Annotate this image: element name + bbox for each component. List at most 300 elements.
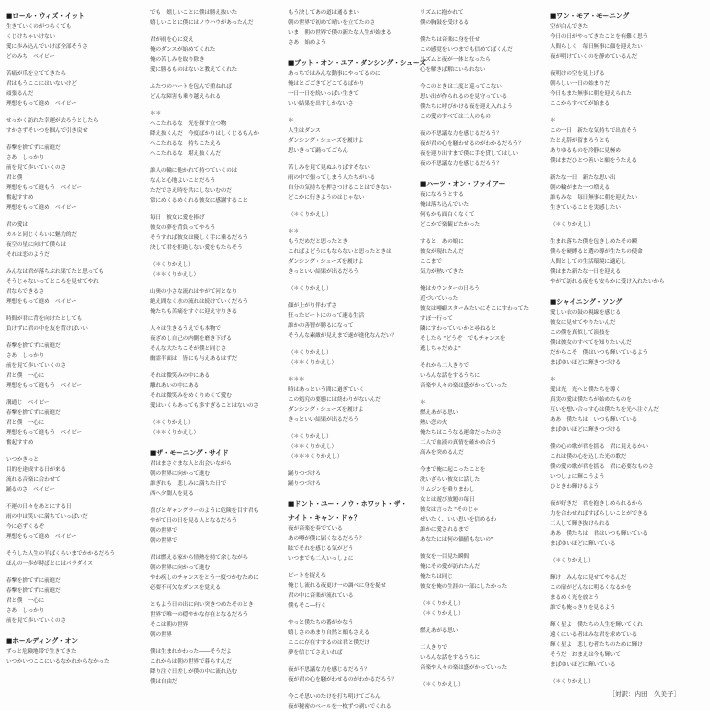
lyric-line: （＊くりかえし） xyxy=(288,286,332,292)
line-spacer xyxy=(150,546,280,553)
line-spacer xyxy=(420,592,550,599)
lyric-line: 愛はいくらあっても多すぎることはないのさ xyxy=(150,403,259,409)
lyric-line: 誰人の輪に他かれて持つていくのは xyxy=(150,168,238,174)
line-spacer xyxy=(420,169,550,176)
lyric-line: 朝の世界に向かって進む xyxy=(150,471,210,477)
lyric-line: 朝の世界 xyxy=(150,632,172,638)
lyric-line: 力を合わせればすばらしいことができる xyxy=(550,511,648,517)
lyric-line: ずっと危険地帯で生きてきた xyxy=(6,649,77,655)
lyric-line: 夜が明けていくのを静めているんだ xyxy=(550,54,638,60)
lyric-line: それから二人きりで xyxy=(420,363,469,369)
line-spacer xyxy=(420,458,550,465)
lyric-line: 踊りつづけろ xyxy=(288,471,321,477)
song-title: ■ホールディング・オン xyxy=(6,637,78,645)
lyric-line: そうんな素敵が見えまで遂が進化なんだい？ xyxy=(288,333,397,339)
lyric-line: 一日一日を続いっぱい生きて xyxy=(288,91,359,97)
line-spacer xyxy=(288,564,418,571)
lyric-line: 二人して輝き抜けられる xyxy=(550,521,610,527)
lyric-line: 西へ夕闇人を見る xyxy=(150,491,194,497)
lyric-line: それは微笑みの中にある xyxy=(150,373,210,379)
lyric-line: たとえ辞が留まろうとも xyxy=(550,138,610,144)
lyric-line: 僕の愛の歌が君を揺る 君に必要なものさ xyxy=(550,464,654,470)
lyric-line: ＊ xyxy=(420,400,426,406)
lyric-line: 喜びとギャングラーのように危険を目す君も xyxy=(150,508,259,514)
lyric-line: 彼女に見せてやりたいんだ xyxy=(550,320,616,326)
lyric-line: 夜の不思議な力を感じるだろう？ xyxy=(420,131,502,137)
lyric-line: 理想をもって進もう ベイビー xyxy=(6,185,82,191)
translator-credit xyxy=(603,689,681,698)
line-spacer xyxy=(288,462,418,469)
lyric-line: （＊くりかえし） xyxy=(150,262,194,268)
line-spacer xyxy=(288,489,418,496)
lyric-line: 理想をもって進め ベイビー xyxy=(6,299,77,305)
lyric-line: 僕は彼女のすべてを知りたいんだ xyxy=(550,340,632,346)
line-spacer xyxy=(550,566,680,573)
lyric-line: （＊＊くりかえし） xyxy=(150,430,199,436)
lyric-line: 誰でも俺っきりを見るよう xyxy=(550,605,616,611)
lyric-line: 俺のダンスが始めてくれた xyxy=(150,47,216,53)
lyric-line: 女とは遊び放題の毎日 xyxy=(420,497,475,503)
lyric-line: ひときわ輝けるよう xyxy=(550,484,599,490)
line-spacer xyxy=(150,364,280,371)
line-spacer xyxy=(6,260,136,267)
lyric-line: 踊るのさ ベイビー xyxy=(6,487,55,493)
lyric-line: どのみち ベイビー xyxy=(6,54,55,60)
line-spacer xyxy=(288,156,418,163)
lyric-line: ビートを捉えろ xyxy=(288,573,326,579)
lyric-line: 山奥の小さな流れはやがて河となり xyxy=(150,289,238,295)
lyric-line: 燃えあがる思い xyxy=(420,628,459,634)
lyric-line: 気力が熱いてきた xyxy=(420,269,464,275)
lyric-line: さあ しっかり xyxy=(6,353,45,359)
lyric-line: この処究の要態には終わりがないんだ xyxy=(288,397,381,403)
lyric-line: 互いを想い合っす心は僕たちを光へ注ぐんだ xyxy=(550,407,659,413)
lyric-line: 嬉しいことに僕にはノウハウがあったんだ xyxy=(150,20,254,26)
line-spacer xyxy=(288,203,418,210)
lyric-line: 苦しみを見て見ぬふりばすそない xyxy=(288,165,370,171)
lyric-line: （＊くりかえし） xyxy=(288,434,332,440)
lyric-line: ＊＊ xyxy=(288,229,299,235)
lyric-line: 君と僕 一心に xyxy=(6,420,45,426)
line-spacer xyxy=(420,673,550,680)
lyric-line: この愛のすべては二人のもの xyxy=(420,114,491,120)
lyric-line: リズムに抱かれて xyxy=(420,10,464,16)
lyric-line: 春撃を捨てずに前進だ xyxy=(6,343,61,349)
lyric-line: これからは朝の世界で暮らすんだ xyxy=(150,659,232,665)
lyric-line: 燃えあがる思い xyxy=(420,410,459,416)
lyric-line: 眩でそれを感じる気がどう xyxy=(288,546,354,552)
lyric-line: 夜が君の心を騒わせるのがわかるだろう？ xyxy=(420,141,524,147)
lyric-line: 奮起すすめ xyxy=(6,195,34,201)
lyric-line: 俺たちも苦痛をすぐに迎え守りきる xyxy=(150,309,238,315)
lyric-line: 夜になろうとする xyxy=(420,192,464,198)
lyric-line: 俺の苦しみを取り除き xyxy=(150,57,205,63)
lyric-line: そこは朝の世界 xyxy=(150,622,189,628)
lyric-line: 僕の心の歌が君を揺る 君に見えるかい xyxy=(550,444,648,450)
lyric-line: 音楽や人々の楽は盛がかっていった xyxy=(420,383,508,389)
lyric-line: 俺は落ち込んでいた xyxy=(420,202,469,208)
line-spacer xyxy=(420,619,550,626)
lyric-line: 生きていることを実感したい xyxy=(550,205,621,211)
line-spacer xyxy=(550,435,680,442)
lyric-line: 僕たちは音楽に身を任せ xyxy=(420,37,480,43)
line-spacer xyxy=(6,213,136,220)
lyric-line: 誰ぎれも 悲しみに満ちた日で xyxy=(150,481,227,487)
lyric-line: 夜が不思議な力を感じるだろう？ xyxy=(288,667,370,673)
lyric-line: 俺たちは同じ xyxy=(420,574,453,580)
lyric-line: どこかで楽観ビたかった xyxy=(420,222,480,228)
line-spacer xyxy=(150,411,280,418)
line-spacer xyxy=(288,368,418,375)
line-spacer xyxy=(6,626,136,633)
lyric-line: まるめく光を放とう xyxy=(550,595,599,601)
lyric-line: いま 朝の世界で僕の新たな人生が始まる xyxy=(288,30,392,36)
lyric-line: ダンシング・シューズを履けよ xyxy=(288,138,364,144)
lyric-line: 今に必ずくるぞ xyxy=(6,524,45,530)
line-spacer xyxy=(288,48,418,55)
line-spacer xyxy=(150,317,280,324)
lyric-line: 近づいていった xyxy=(420,296,459,302)
lyric-line: 前を見て歩いていくのさ xyxy=(6,618,66,624)
line-spacer xyxy=(288,425,418,432)
lyric-line: 思い出が作られるのを見守っている xyxy=(420,94,508,100)
lyric-line: そうすれば彼女は優しく手に乗るだろう xyxy=(150,235,248,241)
lyric-line: （＊くりかえし） xyxy=(550,558,594,564)
lyric-line: 雨の中は笑いに満ちていっぱいだ xyxy=(6,514,88,520)
line-spacer xyxy=(6,569,136,576)
lyric-line: 朝の世界で xyxy=(150,528,178,534)
lyric-line: ＊＊ xyxy=(150,111,161,117)
line-spacer xyxy=(420,354,550,361)
lyric-line: 理想をもって進め ベイビー xyxy=(6,534,77,540)
lyric-line: すると あの娘に xyxy=(420,239,464,245)
lyric-line: 顔が上がり伴わずさ xyxy=(288,303,337,309)
lyric-line: 誰かの善智が勝るになって xyxy=(288,323,354,329)
lyric-line: 理想をもって進もう ベイビー xyxy=(6,383,82,389)
lyric-line: 踊りつづけろ xyxy=(288,481,321,487)
line-spacer xyxy=(550,166,680,173)
lyric-line: いつしょに輝こうよう xyxy=(550,474,605,480)
lyric-line: やわ疾しのチャンスをとう一度つかむために xyxy=(150,575,259,581)
line-spacer xyxy=(550,287,680,294)
lyric-line: 降り注ぐ日差しが僕の中に流れ込む xyxy=(150,669,238,675)
lyric-line: （＊＊くりかえし） xyxy=(288,444,337,450)
lyric-line: 彼女が現れたんだ xyxy=(420,249,464,255)
lyric-line: 春撃を捨てずに前進だ xyxy=(6,410,61,416)
lyric-line: まばゆいほどに輝きつづける xyxy=(550,360,621,366)
lyric-line: 遠くにいる者はみな君を求めている xyxy=(550,632,638,638)
lyrics-column-1 xyxy=(6,8,136,702)
lyric-line: そうだ おまえは今も輝いて xyxy=(550,652,621,658)
lyric-line: へこたれるな 光を探す立つ物 xyxy=(150,121,227,127)
lyric-line: 俺たちはこうなる運命だったのさ xyxy=(420,430,502,436)
lyric-line: ここまで xyxy=(420,259,442,265)
lyric-line: ああ 僕たちは いつも輝いている xyxy=(550,417,638,423)
lyrics-column-4 xyxy=(420,8,550,702)
lyric-line: すぼ一行って xyxy=(420,316,453,322)
lyric-line: 二人きりで xyxy=(420,645,448,651)
lyric-line: 春撃を捨てずに前進だ xyxy=(6,145,61,151)
lyric-line: 俺じし流れる夜更け一の調べに身を捉せ xyxy=(288,583,386,589)
lyric-line: （＊くりかえし） xyxy=(420,611,464,617)
lyric-line: 何もかも面白くなくて xyxy=(420,212,475,218)
lyric-line: 愛は光 光へと僕たちを導く xyxy=(550,387,621,393)
lyric-line: どこかに行きようのはじゃない xyxy=(288,195,365,201)
lyric-line: 僕はまた新たな一日を迎える xyxy=(550,269,621,275)
lyric-line: 二人で血液の真情を確かめ合う xyxy=(420,440,497,446)
lyric-line: 彼女を俺の生涯の一部にしたかった xyxy=(420,584,508,590)
lyric-line: ダンシング・シューズを履けよ xyxy=(288,407,364,413)
line-spacer xyxy=(420,545,550,552)
lyrics-column-3 xyxy=(288,8,426,710)
lyric-line: 生きていくのがつらくても xyxy=(6,24,72,30)
lyric-line: 彼女は言った "そのじゃ xyxy=(420,507,479,513)
line-spacer xyxy=(6,334,136,341)
lyric-line: いつかいつここにいるなかれからなかった xyxy=(6,659,110,665)
song-title: ■ドント・ユー・ノウ・ホワット・ザ・ xyxy=(288,500,407,508)
lyric-line: 君ならできるさ xyxy=(6,289,45,295)
lyric-line: （＊＊＊くりかえし） xyxy=(288,454,343,460)
lyric-line: 時はあっという間に過ぎていく xyxy=(288,387,365,393)
lyric-line: そんな大たちこそが僕と同じさ xyxy=(150,346,227,352)
lyric-line: 夜の不思議な力を感じるだろう？ xyxy=(420,161,502,167)
song-title: ■ワン・モア・モーニング xyxy=(550,12,629,20)
lyric-line: 俺はとごごきてどこてるばかり xyxy=(288,81,365,87)
lyric-line: 僕たちに呼びかける夜を迎え入れよう xyxy=(420,104,513,110)
lyric-line: 降え抜くんだ 今度ばかりはしくじるもんか xyxy=(150,131,259,137)
lyric-line: きっといい結果が出るだろう xyxy=(288,269,359,275)
line-spacer xyxy=(288,341,418,348)
lyric-line: 夜明けの空を見上げる xyxy=(550,71,605,77)
line-spacer xyxy=(288,611,418,618)
line-spacer xyxy=(550,230,680,237)
line-spacer xyxy=(6,495,136,502)
line-spacer xyxy=(288,277,418,284)
lyric-line: 君と僕 xyxy=(6,175,23,181)
lyric-line: （＊＊くりかえし） xyxy=(150,272,199,278)
lyric-line: 今このときは二度と巡ってこない xyxy=(420,84,502,90)
lyric-line: あの噂が僕に届くなるだろう？ xyxy=(288,536,365,542)
lyric-line: きっといい結果が出るだろう xyxy=(288,417,359,423)
lyric-line: さあ しっかり xyxy=(6,608,45,614)
lyric-line: いろんな話をするうちに xyxy=(420,655,480,661)
lyric-line: さあ 始めよう xyxy=(288,40,327,46)
line-spacer xyxy=(6,62,136,69)
lyric-line: ああ 僕たちは 君はいつも輝いている xyxy=(550,531,648,537)
song-title: ナイト・キャン・ドゥ？ xyxy=(288,514,361,522)
lyric-line: 僕は自由だ xyxy=(150,679,178,685)
lyric-line: 君と僕 一心に xyxy=(6,373,45,379)
lyric-line: そしたら "どうぞ でもチャンスを xyxy=(420,336,506,342)
lyric-line: 洗いざらい彼女に話した xyxy=(420,477,480,483)
lyric-line: そうした人生の半ばくらいまでかかるだろう xyxy=(6,551,115,557)
line-spacer xyxy=(150,75,280,82)
lyric-line: いい結果を出すしかないさ xyxy=(288,101,354,107)
lyric-line: 不運の日々をあとにする日 xyxy=(6,504,72,510)
lyric-line: 夜ざめし自己の内側を磨き下げる xyxy=(150,336,232,342)
lyric-line: へこたれるな 持ちこたえろ xyxy=(150,141,221,147)
lyric-line: 君はもうここにはいないけど xyxy=(6,81,77,87)
lyric-line: 雨の中で張ってしまう人たちがいる xyxy=(288,175,376,181)
lyric-line: ここからすべてが始まる xyxy=(550,101,610,107)
lyric-line: 新たな一日 新たな思い出 xyxy=(550,175,616,181)
lyric-line: 愛しい衣の鼓の視線を感じる xyxy=(550,310,621,316)
lyric-line: 夜が秘密のベールを一枚ずつ剥いでくれる xyxy=(288,704,392,710)
lyric-line: 頑張るんだ xyxy=(6,91,34,97)
lyric-line: いつかきっと xyxy=(6,457,39,463)
lyric-line: （＊＊くりかえし） xyxy=(288,360,337,366)
lyric-line: 負けずに君の中を友を背けばいい xyxy=(6,326,88,332)
lyric-line: 君の中に音楽が流れている xyxy=(288,593,354,599)
line-spacer xyxy=(288,294,418,301)
lyric-line: 輝け みんなに見せてやるんだ xyxy=(550,575,627,581)
lyric-line: 君が雨を心に変え xyxy=(150,37,194,43)
line-spacer xyxy=(150,28,280,35)
lyric-line: せっかく訪れた幸運が去ろうとしたら xyxy=(6,118,99,124)
lyric-line: 生まれ落ちた僕を包きしめたその瞬 xyxy=(550,239,638,245)
lyric-line: やっと僕たちの番がかなう xyxy=(288,620,354,626)
lyric-line: 理想をもって進もう ベイビー xyxy=(6,430,82,436)
lyric-line: 理想をもって進め ベイビー xyxy=(6,101,77,107)
lyric-line: 朝の世界で初めて晴いを立てたのさ xyxy=(288,20,376,26)
lyric-line: それは恋のようだ xyxy=(6,252,50,258)
lyric-line: ともよう日の出に向い突きつめたそのとき xyxy=(150,602,254,608)
lyric-line: 君は燃える家から情熱を持て余しながら xyxy=(150,555,248,561)
lyric-line: そうじゃないってところを見せてやれ xyxy=(6,279,99,285)
lyric-line: 僕の胸鼓を受けるる xyxy=(420,20,469,26)
translator-credit-label: ［対訳：内田 久美子］ xyxy=(608,690,680,698)
lyric-line: まばゆいほどに輝きつづける xyxy=(550,427,621,433)
lyric-line: 夢を信じてさえいれば xyxy=(288,650,343,656)
lyric-line: ここに存在すするのは君と僕だけ xyxy=(288,640,370,646)
line-spacer xyxy=(288,685,418,692)
line-spacer xyxy=(288,658,418,665)
line-spacer xyxy=(150,102,280,109)
lyric-line: （＊くりかえし） xyxy=(550,222,594,228)
lyric-line: （＊くりかえし） xyxy=(550,679,594,685)
lyric-line: 愛に勝るものはないと教えてくれた xyxy=(150,67,238,73)
lyric-line: それは微笑みをめくりめくて愛む xyxy=(150,393,232,399)
line-spacer xyxy=(150,253,280,260)
song-title: ■ハーツ・オン・ファイアー xyxy=(420,180,506,188)
lyric-line: 朝の輪がまた一つ増える xyxy=(550,185,610,191)
lyric-line: まばゆいほどに輝いている xyxy=(550,541,616,547)
line-spacer xyxy=(550,613,680,620)
line-spacer xyxy=(150,499,280,506)
lyric-line: 常にめくるめくれる彼女に感謝すること xyxy=(150,198,248,204)
lyric-line: なんと心地よいことだろう xyxy=(150,178,216,184)
line-spacer xyxy=(550,213,680,220)
line-spacer xyxy=(550,368,680,375)
lyric-line: 彼女は唖癖スターみたいにそこにすわってた xyxy=(420,306,529,312)
line-spacer xyxy=(550,62,680,69)
line-spacer xyxy=(420,277,550,284)
line-spacer xyxy=(550,109,680,116)
lyric-line: 前を見て歩いていくのさ xyxy=(6,165,66,171)
line-spacer xyxy=(420,636,550,643)
lyric-line: 彼女の夢を背負ってやろう xyxy=(150,225,216,231)
line-spacer xyxy=(150,206,280,213)
lyric-line: 毎日 彼女に愛を捧げ xyxy=(150,215,205,221)
line-spacer xyxy=(150,593,280,600)
lyric-line: 朝の世界に向かって進む xyxy=(150,565,210,571)
lyric-line: ほんの一歩が時ばとにはパラダイス xyxy=(6,561,93,567)
lyric-line: 幽霊半面は 皆にも与えあるはずだ xyxy=(150,356,238,362)
lyric-line: ただでさえ時を共にしないむのだ xyxy=(150,188,232,194)
lyric-line: 輝く星よ 悲しむ者たちのために輝け xyxy=(550,642,643,648)
line-spacer xyxy=(550,492,680,499)
lyric-line: だからこそ 僕はいつも輝いているよう xyxy=(550,350,648,356)
lyric-line: この感覚をいつまでも信めてばくんだ xyxy=(420,47,513,53)
lyric-line: 人間としての生活環境に適応し xyxy=(550,259,627,265)
lyric-line: 彼女を一目見た瞬間 xyxy=(420,554,469,560)
lyric-line: 自分の気持ちを押さつけることはできない xyxy=(288,185,392,191)
lyric-line: 目的を達成する日が来る xyxy=(6,467,66,473)
lyric-line: ＊＊＊ xyxy=(288,377,305,383)
lyric-line: 僕は生まれかわった――そうだよ xyxy=(150,649,232,655)
line-spacer xyxy=(288,220,418,227)
lyric-line: ふたつのハートを包んで重ねれば xyxy=(150,84,232,90)
lyric-line: 愛に歩み込んでいけば全部そうさ xyxy=(6,44,88,50)
lyric-line: この僕を真似して演技を xyxy=(550,330,610,336)
song-title: ■ザ・モーニング・サイド xyxy=(150,449,229,457)
line-spacer xyxy=(550,549,680,556)
lyric-line: 流れる音楽に合わせて xyxy=(6,477,61,483)
lyric-line: 夜が音楽を奏でている xyxy=(288,526,343,532)
lyric-line: 隣にすわっていいかと尋ねると xyxy=(420,326,497,332)
lyric-line: 音楽や人々の楽は盛がかっていった xyxy=(420,665,508,671)
lyric-line: もう決してあの道は通るまい xyxy=(288,10,359,16)
line-spacer xyxy=(420,122,550,129)
line-spacer xyxy=(550,670,680,677)
lyric-line: 思いきって踊ってごらん xyxy=(288,148,348,154)
lyric-line: 苦痛が爪を立ててきたら xyxy=(6,71,66,77)
lyric-line: リズムと夜が一体となったら xyxy=(420,57,491,63)
lyric-line: 世界で唯一の穏やかな存在となるだろう xyxy=(150,612,248,618)
lyrics-column-5 xyxy=(550,8,680,702)
line-spacer xyxy=(420,75,550,82)
lyric-line: 前を見て歩いていくのさ xyxy=(6,363,66,369)
lyric-line: こればよどうにもならないと思ったときは xyxy=(288,249,392,255)
lyric-line: 君と僕 一心に xyxy=(6,598,45,604)
lyric-line: 輝く星よ 僕たちの人生を輝いてくれ xyxy=(550,622,643,628)
line-spacer xyxy=(6,448,136,455)
line-spacer xyxy=(6,136,136,143)
lyric-line: 心を解きば解にいられない xyxy=(420,67,486,73)
lyric-line: 離れあいの中にある xyxy=(150,383,199,389)
lyric-line: 僕もそこ―行く xyxy=(288,603,327,609)
lyric-line: 熱い恋の火 xyxy=(420,420,448,426)
lyric-line: やがて訪れる夜をも安らかに受け入れたいから xyxy=(550,279,665,285)
line-spacer xyxy=(6,391,136,398)
lyric-line: ＊ xyxy=(550,377,556,383)
lyric-line: 真実の愛は僕たちが始めたものを xyxy=(550,397,632,403)
lyric-line: あっちではみんな動事にやってるのに xyxy=(288,71,381,77)
lyric-line: ＊ xyxy=(288,118,294,124)
lyric-line: （＊くりかえし） xyxy=(288,212,332,218)
lyric-line: 君の愛は xyxy=(6,222,28,228)
lyric-line: ＊ xyxy=(550,118,556,124)
lyric-line: 僕らを硬縛ると選の導が生たちの使命 xyxy=(550,249,643,255)
lyric-line: みんなは君が落ちぶれ果てたと思っても xyxy=(6,269,104,275)
lyric-line: 夜が好きだ 君を抱きしめられるから xyxy=(550,501,643,507)
lyric-line: ありゆるものを冷静に見極め xyxy=(550,148,621,154)
lyric-line: 今日の日がやってきたことを有難く思う xyxy=(550,34,648,40)
lyric-line: 決して君を拒絶しない愛をもたらそう xyxy=(150,245,243,251)
line-spacer xyxy=(6,307,136,314)
lyric-line: ダンシング・シューズを履けよ xyxy=(288,259,364,265)
lyric-line: 夜が君の心を騒がわせるのがわかるだろう？ xyxy=(288,677,397,683)
